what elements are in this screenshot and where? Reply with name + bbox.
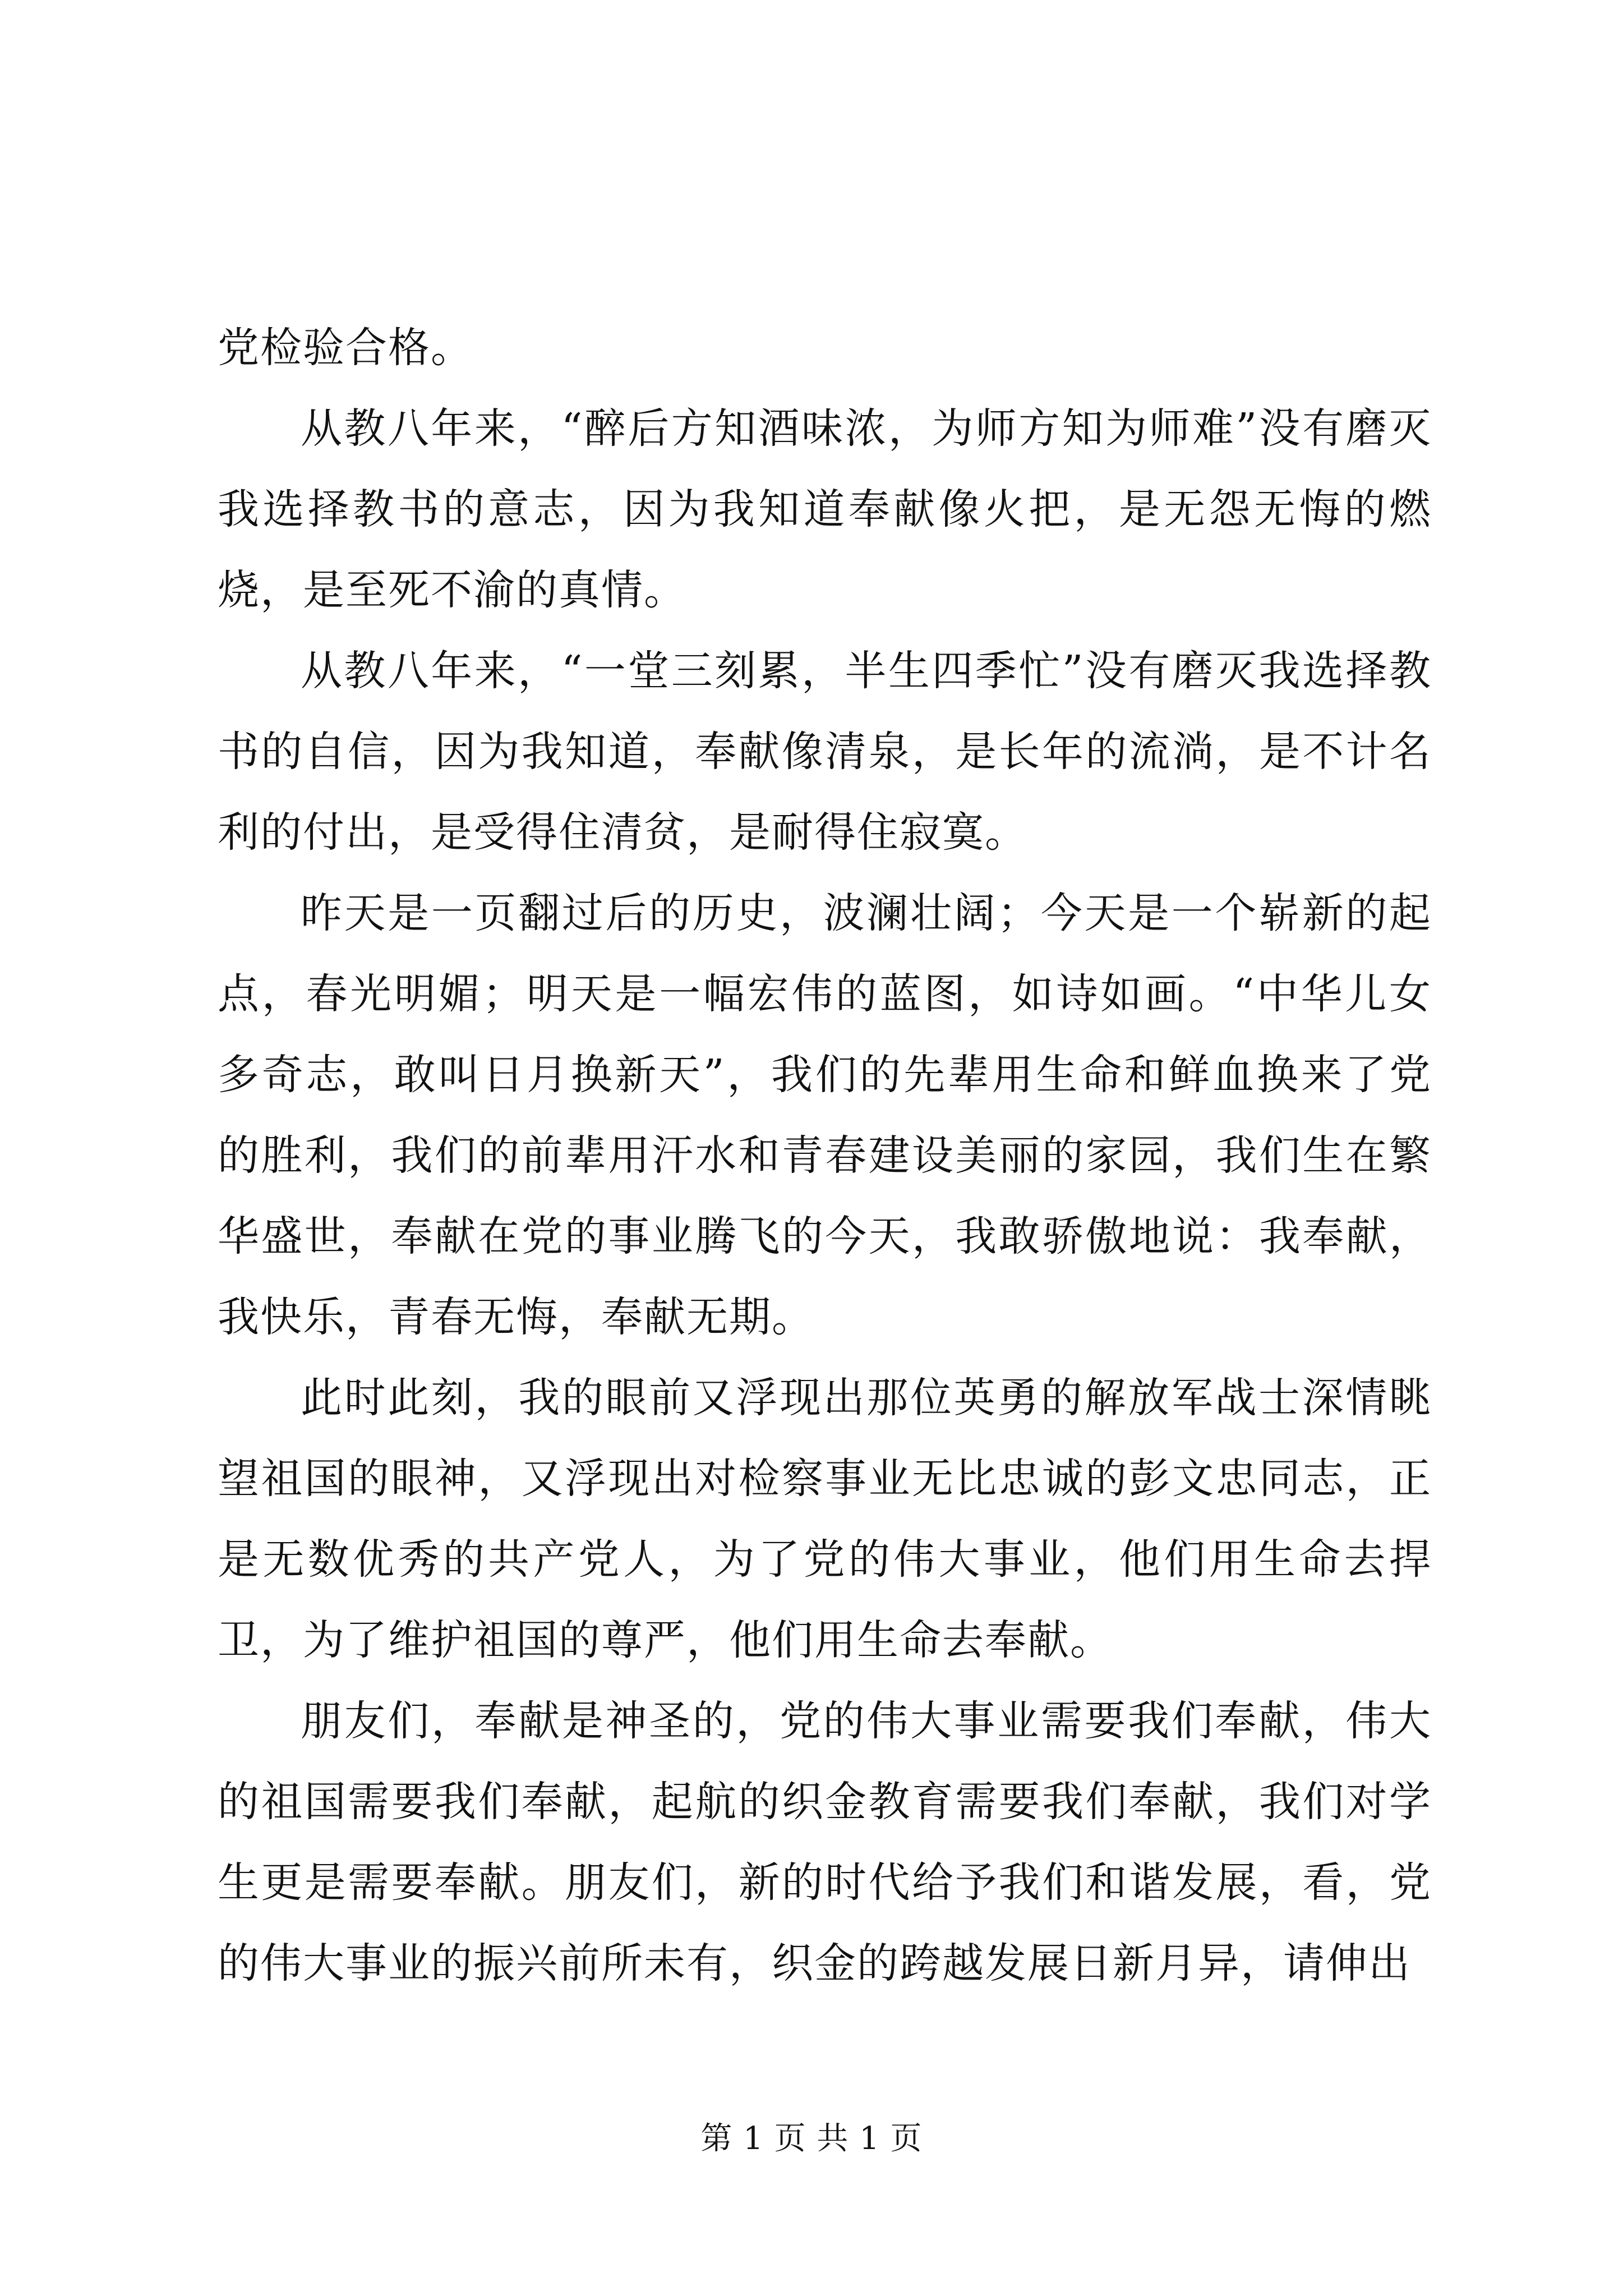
paragraph-teaching-confidence: 从教八年来，“一堂三刻累，半生四季忙”没有磨灭我选择教书的自信，因为我知道，奉献像清泉，是长年的流淌，是不计名利的付出，是受得住清贫，是耐得住寂寞。 <box>218 647 1432 857</box>
paragraph-history-and-dedication: 昨天是一页翻过后的历史，波澜壮阔；今天是一个崭新的起点，春光明媚；明天是一幅宏伟的蓝图，如诗如画。“中华儿女多奇志，敢叫日月换新天”，我们的先辈用生命和鲜血换来了党的胜利，我们的前辈用汗水和青春建设美丽的家园，我们生在繁华盛世，奉献在党的事业腾飞的今天，我敢骄傲地说：我奉献，我快乐，青春无悔，奉献无期。 <box>218 889 1432 1341</box>
paragraph-heroes: 此时此刻，我的眼前又浮现出那位英勇的解放军战士深情眺望祖国的眼神，又浮现出对检察事业无比忠诚的彭文忠同志，正是无数优秀的共产党人，为了党的伟大事业，他们用生命去捍卫，为了维护祖国的尊严，他们用生命去奉献。 <box>218 1374 1432 1664</box>
paragraph-continuation: 党检验合格。 <box>218 324 473 372</box>
page-footer: 第 1 页 共 1 页 <box>700 2120 923 2157</box>
paragraph-friends-dedication: 朋友们，奉献是神圣的，党的伟大事业需要我们奉献，伟大的祖国需要我们奉献，起航的织金教育需要我们奉献，我们对学生更是需要奉献。朋友们，新的时代给予我们和谐发展，看，党的伟大事业的振兴前所未有，织金的跨越发展日新月异，请伸出 <box>218 1697 1432 1987</box>
paragraph-teaching-will: 从教八年来，“醉后方知酒味浓，为师方知为师难”没有磨灭我选择教书的意志，因为我知道奉献像火把，是无怨无悔的燃烧，是至死不渝的真情。 <box>218 404 1432 614</box>
document-body <box>218 307 1432 2004</box>
